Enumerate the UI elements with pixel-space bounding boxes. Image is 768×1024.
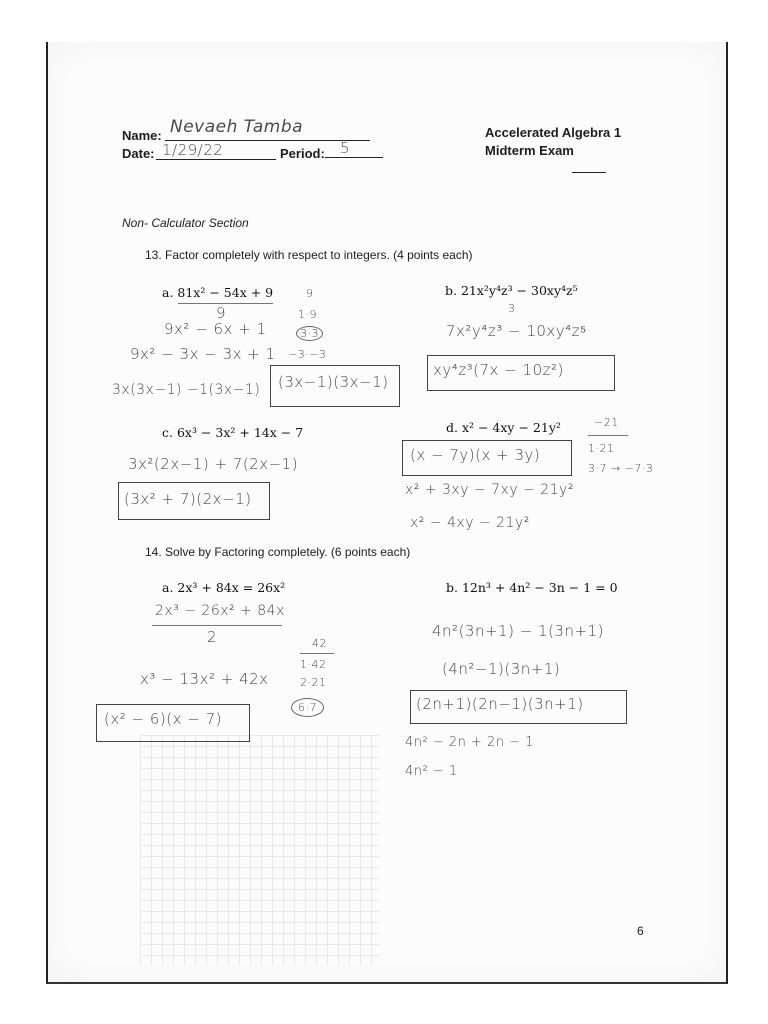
- q13c-answer: (3x² + 7)(2x−1): [124, 490, 252, 508]
- q13b-work-line-2: 7x²y⁴z³ − 10xy⁴z⁵: [446, 322, 587, 340]
- period-value: 5: [340, 139, 351, 157]
- q14b-answer: (2n+1)(2n−1)(3n+1): [416, 695, 584, 713]
- q13c-work-line-1: 3x²(2x−1) + 7(2x−1): [128, 455, 299, 473]
- q14a-side-2: 1·42: [300, 658, 327, 671]
- q13d-answer: (x − 7y)(x + 3y): [410, 446, 541, 464]
- q13d-problem: d. x² − 4xy − 21y²: [446, 420, 561, 435]
- q13a-side-1: 9: [306, 287, 314, 300]
- q13d-side-2: 1·21: [588, 442, 615, 455]
- q14b-problem: b. 12n³ + 4n² − 3n − 1 = 0: [446, 580, 618, 595]
- q13a-work-line-2: 9x² − 6x + 1: [164, 320, 267, 338]
- q14-instruction: 14. Solve by Factoring completely. (6 points each): [145, 545, 411, 559]
- name-label: Name:: [122, 128, 162, 143]
- q14a-work-line-1: 2x³ − 26x² + 84x: [155, 603, 285, 619]
- q13a-work-line-1: 9: [216, 304, 227, 322]
- q13d-side-1: −21: [594, 416, 619, 429]
- q13-instruction: 13. Factor completely with respect to integers. (4 points each): [145, 248, 473, 262]
- q14b-work-line-3: 4n² − 2n + 2n − 1: [405, 735, 534, 750]
- q14a-work-line-2: 2: [207, 628, 218, 646]
- q13a-side-3: 3·3: [296, 326, 323, 341]
- q13b-problem: b. 21x²y⁴z³ − 30xy⁴z⁵: [445, 283, 578, 298]
- period-underline: [325, 157, 383, 158]
- q13b-work-line-1: 3: [508, 302, 516, 315]
- course-title: Accelerated Algebra 1: [485, 125, 622, 140]
- q14a-fraction-bar: [152, 625, 282, 626]
- q13a-answer: (3x−1)(3x−1): [278, 373, 389, 391]
- q14b-work-line-1: 4n²(3n+1) − 1(3n+1): [432, 622, 604, 640]
- q13d-work-line-2: x² − 4xy − 21y²: [410, 515, 530, 531]
- exam-title: Midterm Exam: [485, 143, 574, 158]
- student-name: Nevaeh Tamba: [170, 117, 304, 137]
- q14a-side-bar: [300, 653, 334, 654]
- q14a-side-1: 42: [312, 637, 327, 650]
- q14a-side-3: 2·21: [300, 676, 327, 689]
- q13d-work-line-1: x² + 3xy − 7xy − 21y²: [405, 482, 574, 498]
- period-label: Period:: [280, 146, 325, 161]
- q14b-work-line-2: (4n²−1)(3n+1): [442, 660, 561, 678]
- q13a-side-2: 1·9: [298, 308, 317, 321]
- q14a-problem: a. 2x³ + 84x = 26x²: [162, 580, 286, 595]
- q13a-work-line-3: 9x² − 3x − 3x + 1: [130, 345, 276, 363]
- q13a-side-4: −3·−3: [288, 348, 327, 361]
- q13c-problem: c. 6x³ − 3x² + 14x − 7: [162, 425, 304, 440]
- q13d-side-3: 3·7 → −7·3: [588, 462, 654, 475]
- date-value: 1/29/22: [162, 141, 224, 159]
- section-title: Non- Calculator Section: [122, 216, 249, 230]
- q13d-side-bar: [588, 435, 628, 436]
- faint-grid-background: [140, 735, 380, 965]
- page-number: 6: [637, 924, 644, 938]
- q14b-work-line-4: 4n² − 1: [405, 764, 458, 779]
- q14a-answer: (x² − 6)(x − 7): [104, 710, 222, 728]
- date-label: Date:: [122, 146, 155, 161]
- q14a-work-line-3: x³ − 13x² + 42x: [140, 670, 269, 688]
- q14a-side-4: 6·7: [291, 698, 324, 717]
- q13a-work-line-4: 3x(3x−1) −1(3x−1): [112, 382, 261, 398]
- q13b-answer: xy⁴z³(7x − 10z²): [433, 361, 564, 379]
- q13a-problem: a. 81x² − 54x + 9: [162, 285, 274, 300]
- date-underline: [156, 159, 276, 160]
- score-blank: [572, 172, 606, 173]
